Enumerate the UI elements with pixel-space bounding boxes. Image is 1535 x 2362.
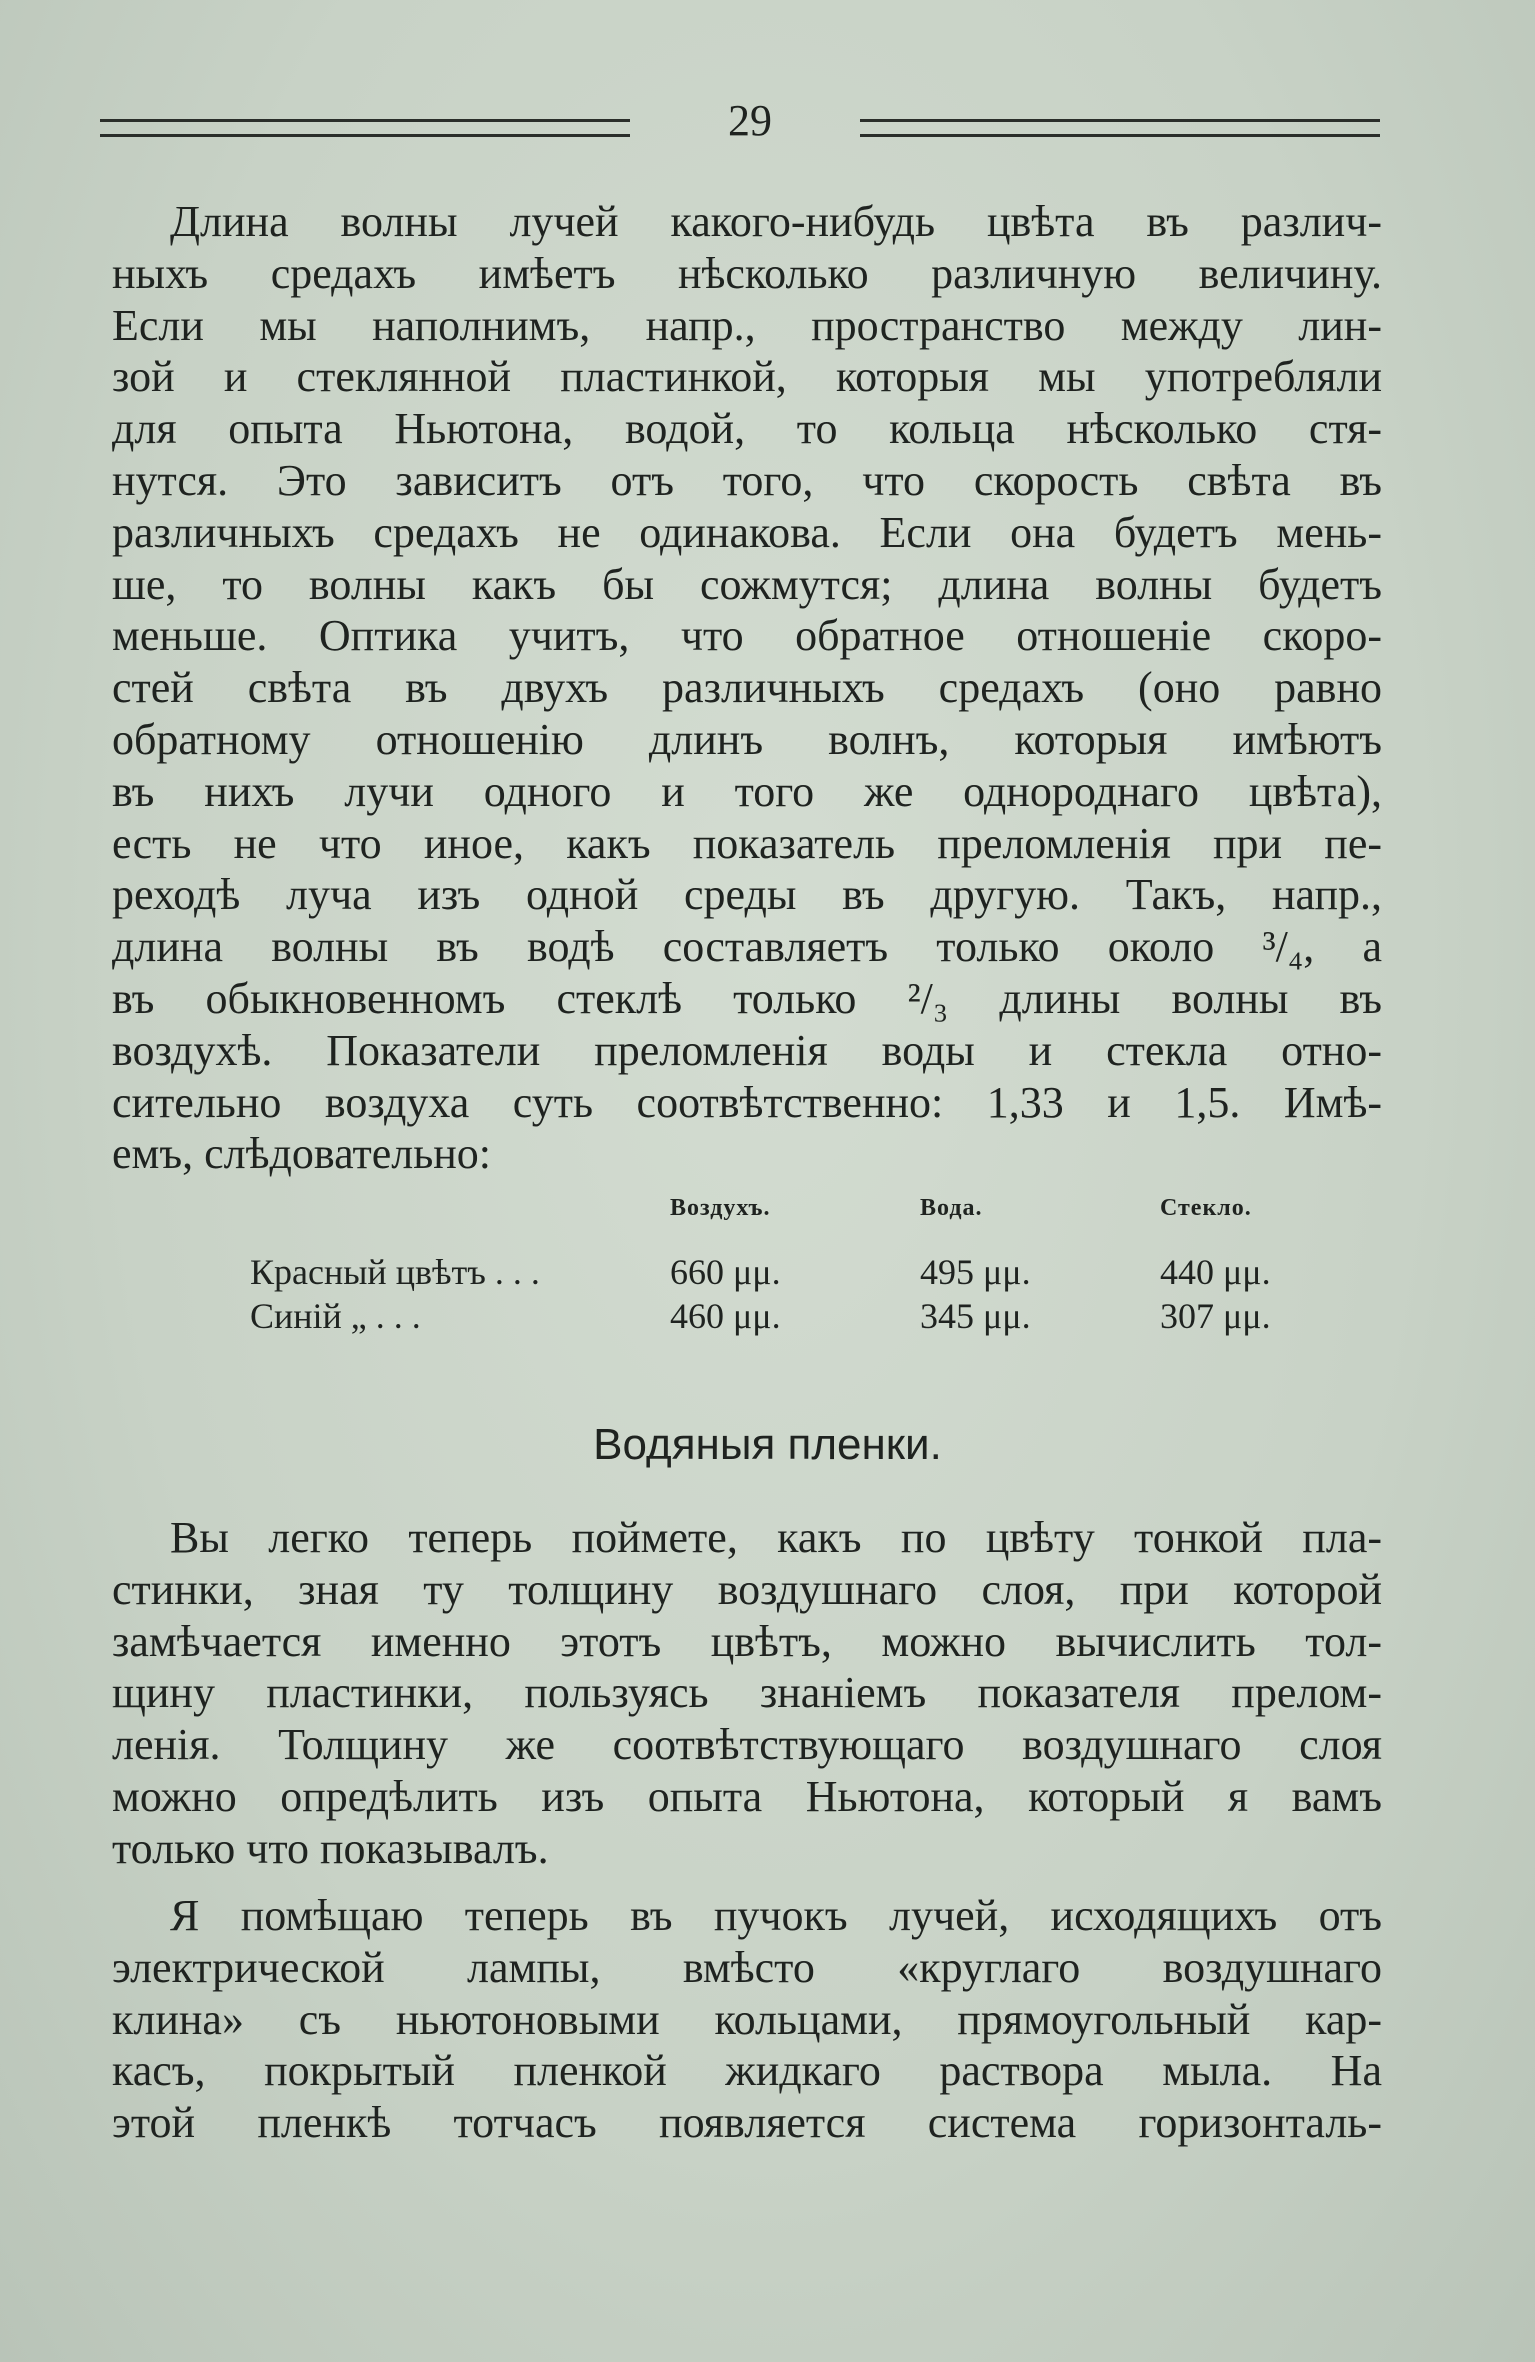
text-line: Длина волны лучей какого-нибудь цвѣта въ различ- — [170, 197, 1382, 246]
table-cell: 440 μμ. — [1160, 1252, 1271, 1292]
paragraph-3 — [112, 1890, 1382, 2149]
text-line: касъ, покрытый пленкой жидкаго раствора мыла. На — [112, 2046, 1382, 2096]
header-rule-right — [860, 119, 1380, 137]
text-line: только что показывалъ. — [112, 1823, 549, 1873]
text-line: электрической лампы, вмѣсто «круглаго воздушнаго — [112, 1942, 1382, 1992]
text-line: сительно воздуха суть соотвѣтственно: 1,33 и 1,5. Имѣ- — [112, 1077, 1382, 1127]
text-line: реходѣ луча изъ одной среды въ другую. Такъ, напр., — [112, 870, 1382, 920]
text-line: обратному отношенію длинъ волнъ, которыя имѣютъ — [112, 714, 1382, 764]
text-line: въ обыкновенномъ стеклѣ только ²/₃ длины волны въ — [112, 973, 1382, 1023]
text-line: ныхъ средахъ имѣетъ нѣсколько различную величину. — [112, 248, 1382, 298]
header-rule-left — [100, 119, 630, 137]
page-header — [100, 95, 1380, 155]
text-line: меньше. Оптика учитъ, что обратное отношеніе скоро- — [112, 611, 1382, 661]
wavelength-table — [250, 1195, 1300, 1338]
text-line: можно опредѣлить изъ опыта Ньютона, который я вамъ — [112, 1771, 1382, 1821]
text-line: для опыта Ньютона, водой, то кольца нѣсколько стя- — [112, 404, 1382, 454]
table-cell: 307 μμ. — [1160, 1296, 1271, 1336]
table-header-glass: Стекло. — [1160, 1195, 1252, 1221]
table-header-air: Воздухъ. — [670, 1195, 771, 1221]
page-number: 29 — [728, 96, 772, 145]
text-line: клина» съ ньютоновыми кольцами, прямоугольный кар- — [112, 1994, 1382, 2044]
table-header-row — [250, 1195, 1300, 1250]
text-line: емъ, слѣдовательно: — [112, 1129, 492, 1179]
text-line: замѣчается именно этотъ цвѣтъ, можно вычислить тол- — [112, 1616, 1382, 1666]
text-line: въ нихъ лучи одного и того же однороднаго цвѣта), — [112, 766, 1382, 816]
paragraph-1 — [112, 196, 1382, 1180]
table-row — [250, 1294, 1300, 1338]
text-line: этой пленкѣ тотчасъ появляется система горизонталь- — [112, 2098, 1382, 2148]
table-cell: 345 μμ. — [920, 1296, 1031, 1336]
text-line: длина волны въ водѣ составляетъ только около ³/₄, а — [112, 922, 1382, 972]
text-line: Если мы наполнимъ, напр., пространство между лин- — [112, 300, 1382, 350]
paragraph-2 — [112, 1512, 1382, 1875]
text-line: стей свѣта въ двухъ различныхъ средахъ (оно равно — [112, 663, 1382, 713]
text-line: нутся. Это зависитъ отъ того, что скорость свѣта въ — [112, 455, 1382, 505]
text-line: есть не что иное, какъ показатель преломленія при пе- — [112, 818, 1382, 868]
table-row — [250, 1250, 1300, 1294]
text-line: зой и стеклянной пластинкой, которыя мы употребляли — [112, 352, 1382, 402]
text-line: щину пластинки, пользуясь знаніемъ показателя прелом- — [112, 1668, 1382, 1718]
table-cell: Красный цвѣтъ . . . — [250, 1252, 540, 1292]
table-header-water: Вода. — [920, 1195, 983, 1221]
text-line: стинки, зная ту толщину воздушнаго слоя, при которой — [112, 1564, 1382, 1614]
section-title: Водяныя пленки. — [593, 1420, 942, 1469]
table-cell: 660 μμ. — [670, 1252, 781, 1292]
text-line: Вы легко теперь поймете, какъ по цвѣту тонкой пла- — [170, 1513, 1382, 1562]
text-line: различныхъ средахъ не одинакова. Если она будетъ мень- — [112, 507, 1382, 557]
text-line: ше, то волны какъ бы сожмутся; длина волны будетъ — [112, 559, 1382, 609]
table-cell: 495 μμ. — [920, 1252, 1031, 1292]
text-line: воздухѣ. Показатели преломленія воды и стекла отно- — [112, 1025, 1382, 1075]
text-line: Я помѣщаю теперь въ пучокъ лучей, исходящихъ отъ — [170, 1891, 1382, 1940]
table-cell: 460 μμ. — [670, 1296, 781, 1336]
text-line: ленія. Толщину же соотвѣтствующаго воздушнаго слоя — [112, 1720, 1382, 1770]
table-cell: Синій „ . . . — [250, 1296, 421, 1336]
